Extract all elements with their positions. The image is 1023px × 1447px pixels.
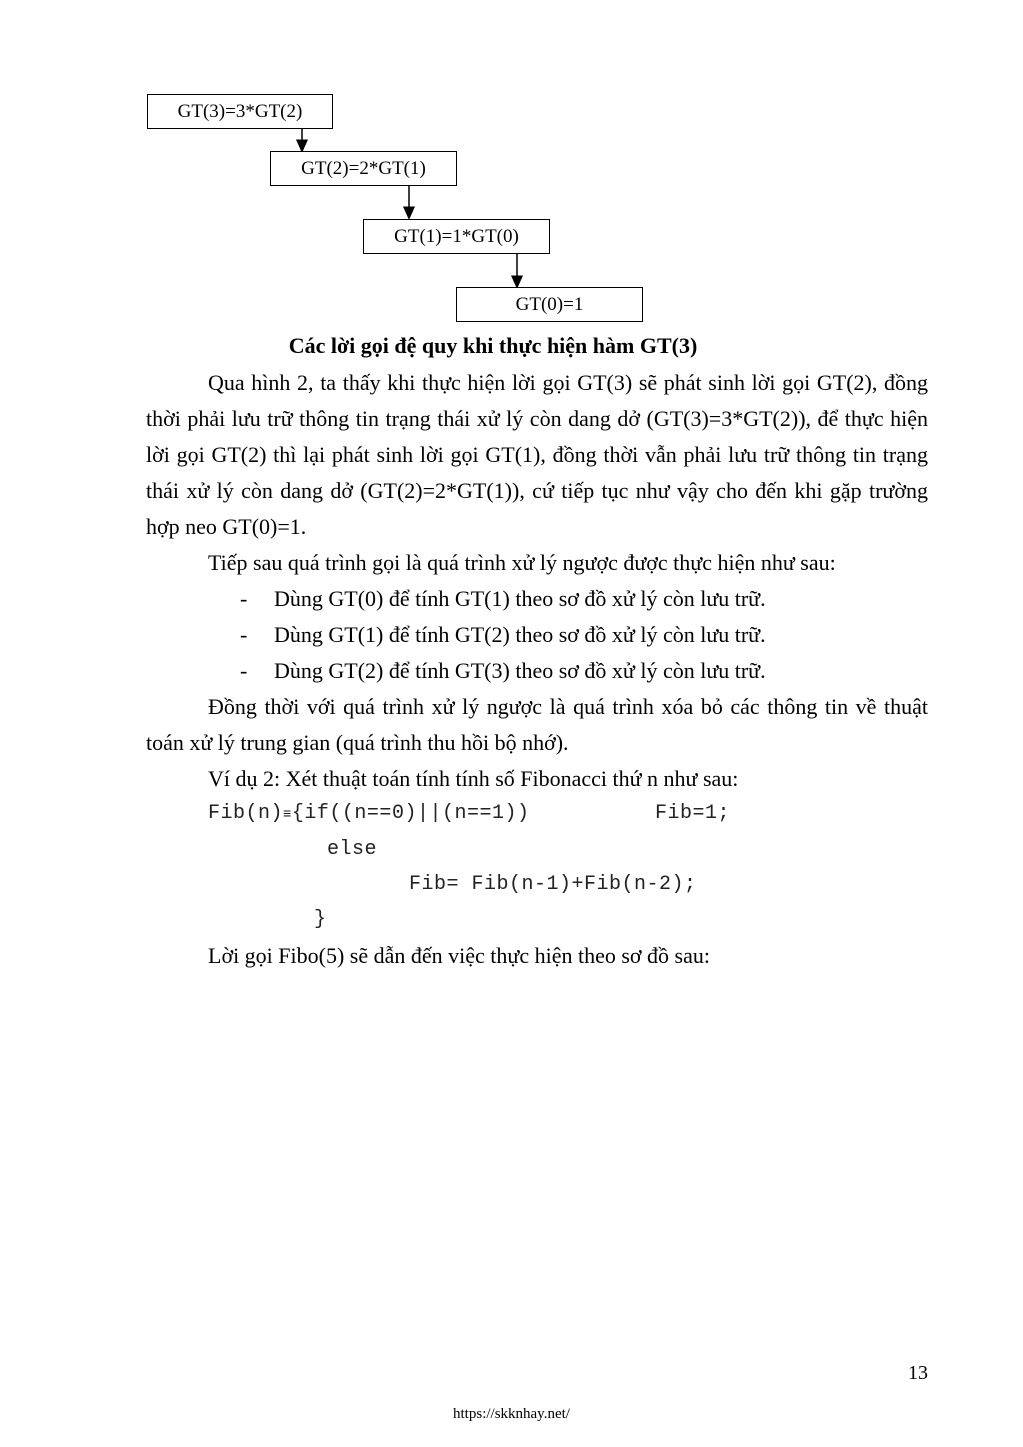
figure-caption: Các lời gọi đệ quy khi thực hiện hàm GT(3) [288,333,698,358]
list-item-text: Dùng GT(1) để tính GT(2) theo sơ đồ xử lý còn lưu trữ. [274,622,766,647]
diagram-box-label: GT(0)=1 [515,294,584,315]
paragraph-memory-release [146,689,928,761]
diagram-box-label: GT(2)=2*GT(1) [301,158,426,179]
paragraph-example-intro [146,761,928,797]
code-line-1 [208,796,529,833]
paragraph-text: Tiếp sau quá trình gọi là quá trình xử lý ngược được thực hiện như sau: [208,550,836,575]
paragraph-text: Qua hình 2, ta thấy khi thực hiện lời gọi GT(3) sẽ phát sinh lời gọi GT(2), đồng thời phải lưu trữ thông tin trạng thái xử lý còn dang dở (GT(3)=3*GT(2)), để thực hiện lời gọi GT(2) thì lại phát sinh lời gọi GT(1), đồng thời vẫn phải lưu trữ thông tin trạng thái xử lý còn dang dở (GT(2)=2*GT(1)), cứ tiếp tục như vậy cho đến khi gặp trường hợp neo GT(0)=1. [146,370,928,539]
code-fib-signature: Fib(n) [208,802,284,825]
diagram-box-gt1 [363,219,550,254]
diagram-box-gt3 [147,94,333,129]
list-dash: - [240,586,248,611]
list-item [240,653,766,689]
list-item-text: Dùng GT(0) để tính GT(1) theo sơ đồ xử lý còn lưu trữ. [274,586,766,611]
list-dash: - [240,658,248,683]
paragraph-text: Ví dụ 2: Xét thuật toán tính tính số Fibonacci thứ n như sau: [208,766,739,791]
footer-url: https://skknhay.net/ [453,1406,570,1422]
paragraph-text: Lời gọi Fibo(5) sẽ dẫn đến việc thực hiện theo sơ đồ sau: [208,943,710,968]
code-line-1-result: Fib=1; [655,802,731,825]
list-item-text: Dùng GT(2) để tính GT(3) theo sơ đồ xử lý còn lưu trữ. [274,658,766,683]
diagram-box-label: GT(3)=3*GT(2) [177,101,303,122]
paragraph-text: Đồng thời với quá trình xử lý ngược là quá trình xóa bỏ các thông tin về thuật toán xử lý trung gian (quá trình thu hồi bộ nhớ). [146,694,928,755]
list-item [240,617,766,653]
diagram-box-gt0 [456,287,643,322]
list-dash: - [240,622,248,647]
paragraph-recursion-explanation [146,365,928,545]
diagram-box-label: GT(1)=1*GT(0) [394,226,519,247]
list-item [240,581,766,617]
paragraph-backtracking-intro [146,545,928,581]
diagram-box-gt2 [270,151,457,186]
code-line-2: else [327,838,378,861]
code-condition: {if((n==0)||(n==1)) [291,802,530,825]
code-equiv-symbol: ≡ [283,807,292,823]
code-line-4: } [314,908,327,931]
paragraph-fibo-call [146,938,928,974]
code-line-3: Fib= Fib(n-1)+Fib(n-2); [409,873,697,896]
page-number: 13 [908,1362,928,1384]
